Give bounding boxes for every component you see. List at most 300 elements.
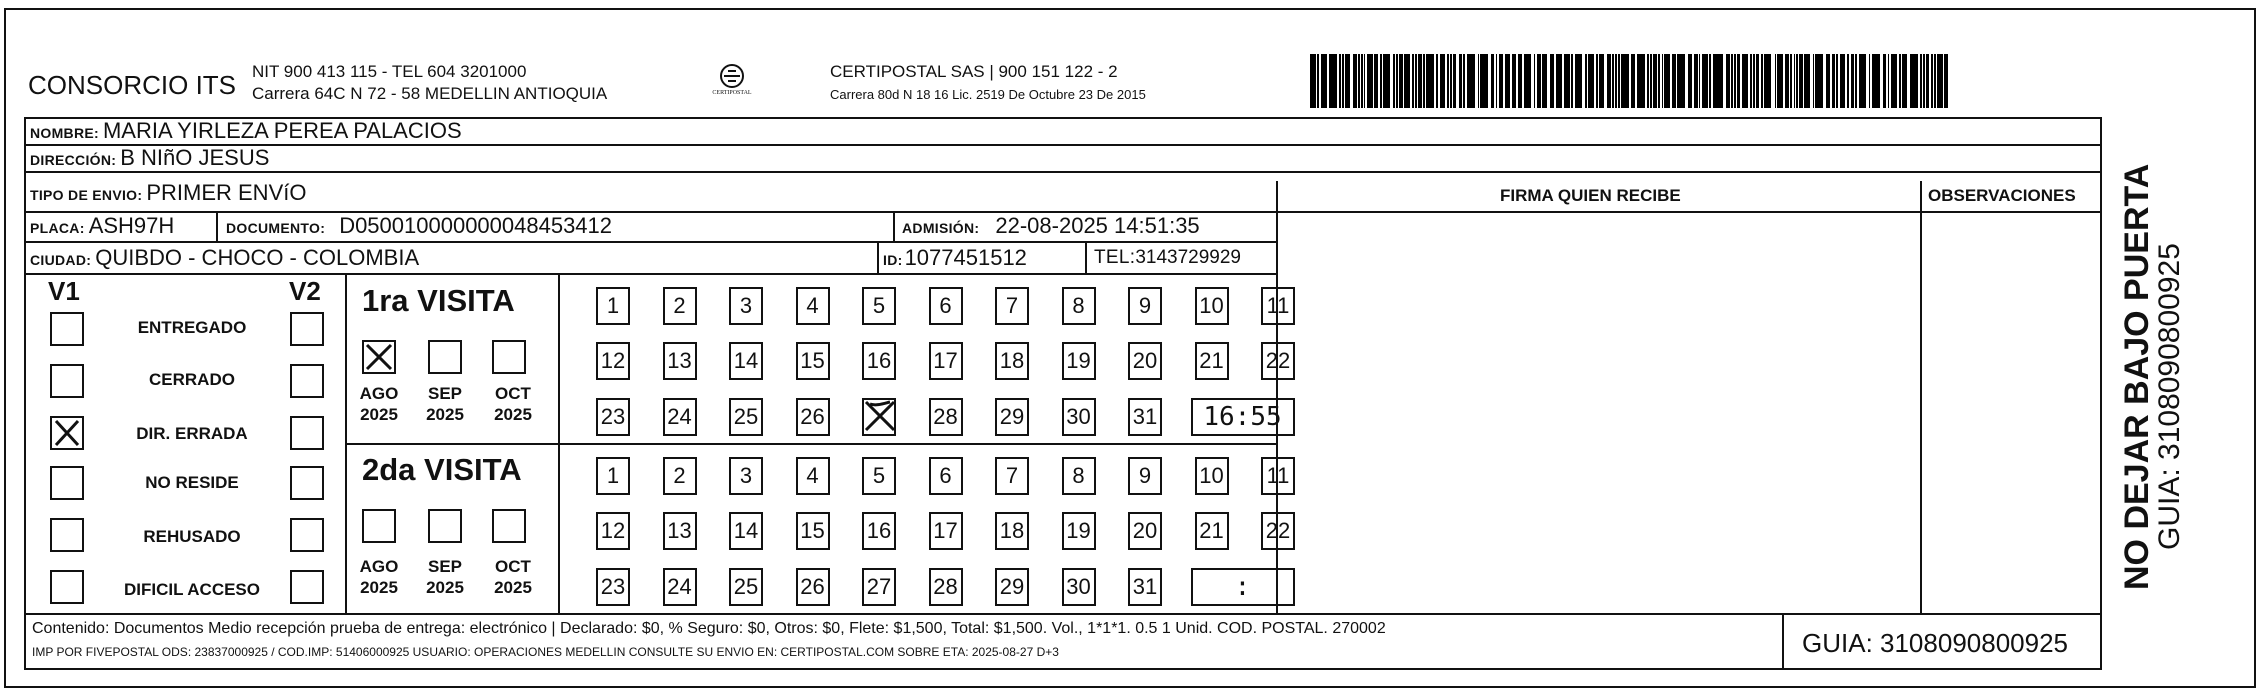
barcode-bar: [1463, 54, 1465, 108]
admision-value: 22-08-2025 14:51:35: [995, 213, 1200, 238]
tipo-value: PRIMER ENVíO: [146, 180, 307, 205]
barcode-bar: [1558, 54, 1562, 108]
id-label: ID:: [883, 252, 903, 268]
grid-line-nombre: [24, 144, 2102, 146]
barcode-bar: [1799, 54, 1803, 108]
barcode-bar: [1491, 54, 1495, 108]
visit2-day-label: 8: [1072, 463, 1085, 488]
visit2-day-23[interactable]: [596, 568, 630, 606]
visit2-day-label: 24: [667, 574, 692, 599]
visit2-day-label: 9: [1138, 463, 1152, 488]
barcode-bar: [1702, 54, 1708, 108]
visit1-month-ago: [354, 383, 404, 425]
visit1-day-label: 8: [1072, 293, 1085, 318]
observaciones-header: OBSERVACIONES: [1928, 186, 2076, 205]
barcode-bar: [1910, 54, 1918, 108]
visit2-day-11[interactable]: [1261, 457, 1295, 495]
visit1-day-label: 16: [866, 348, 892, 373]
visit1-day-label: 1: [606, 293, 620, 318]
visit2-day-9[interactable]: [1128, 457, 1162, 495]
barcode-bar: [1571, 54, 1573, 108]
barcode-bar: [1815, 54, 1823, 108]
visit1-day-16[interactable]: [862, 342, 896, 380]
barcode-bar: [1423, 54, 1425, 108]
visit2-day-20[interactable]: [1128, 512, 1162, 550]
outer-right-border: [2254, 8, 2256, 688]
visit1-day-14[interactable]: [729, 342, 763, 380]
barcode-bar: [1639, 54, 1645, 108]
placa-row: [30, 213, 174, 239]
barcode-bar: [1855, 54, 1857, 108]
v1-checkbox-cerrado[interactable]: [50, 364, 84, 398]
visit2-day-label: 28: [933, 574, 958, 599]
barcode-bar: [1345, 54, 1351, 108]
barcode-bar: [1480, 54, 1488, 108]
visit1-day-21[interactable]: [1195, 342, 1229, 380]
barcode-bar: [1840, 54, 1846, 108]
visit1-month-oct-name: OCT: [495, 384, 531, 403]
barcode-bar: [1869, 54, 1871, 108]
barcode-bar: [1750, 54, 1752, 108]
barcode-bar: [1859, 54, 1867, 108]
footer-content-line: Contenido: Documentos Medio recepción prueba de entrega: electrónico | Declarado: $0, % Seguro: $0, Otros: $0, Flete: $1,500, Total: $1,500. Vol., 1*1*1. 0.5 1 Unid. COD. POSTAL. 270002: [32, 620, 1386, 637]
barcode-bar: [1699, 54, 1701, 108]
visit1-month-oct-checkbox[interactable]: [492, 340, 526, 374]
documento-row: [226, 213, 612, 239]
visit1-day-11[interactable]: [1261, 287, 1295, 325]
visit1-day-13[interactable]: [663, 342, 697, 380]
visit1-month-sep: [420, 383, 470, 425]
visit2-day-24[interactable]: [663, 568, 697, 606]
barcode-bar: [1690, 54, 1692, 108]
visit1-day-30[interactable]: [1062, 398, 1096, 436]
ciudad-row: [30, 245, 419, 271]
visit1-day-7[interactable]: [995, 287, 1029, 325]
visit1-day-10[interactable]: [1195, 287, 1229, 325]
visit2-day-label: 21: [1199, 518, 1224, 543]
barcode-bar: [1672, 54, 1676, 108]
visit2-day-16[interactable]: [862, 512, 896, 550]
barcode-bar: [1440, 54, 1446, 108]
barcode-bar: [1874, 54, 1880, 108]
visit1-day-label: 20: [1132, 348, 1158, 373]
visit1-day-label: 22: [1265, 348, 1291, 373]
nombre-row: [30, 118, 462, 144]
visit2-day-label: 13: [667, 518, 692, 543]
visit2-day-15[interactable]: [796, 512, 830, 550]
visit1-day-label: 25: [733, 404, 759, 429]
visit1-day-1[interactable]: [596, 287, 630, 325]
carrier-line2: Carrera 80d N 18 16 Lic. 2519 De Octubre 23 De 2015: [830, 87, 1146, 102]
visit1-day-8[interactable]: [1062, 287, 1096, 325]
barcode-bar: [1836, 54, 1838, 108]
visit2-day-6[interactable]: [929, 457, 963, 495]
barcode-bar: [1496, 54, 1498, 108]
barcode-bar: [1902, 54, 1908, 108]
barcode-bar: [1944, 54, 1948, 108]
visit2-month-ago-name: AGO: [359, 557, 399, 576]
visit1-day-24[interactable]: [663, 398, 697, 436]
barcode-bar: [1404, 54, 1410, 108]
barcode-bar: [1339, 54, 1341, 108]
barcode-bar: [1396, 54, 1398, 108]
placa-label: PLACA:: [30, 220, 85, 236]
barcode-bar: [1426, 54, 1434, 108]
grid-line-guia-sep: [1782, 613, 1784, 670]
visit2-day-19[interactable]: [1062, 512, 1096, 550]
visit2-day-29[interactable]: [995, 568, 1029, 606]
barcode-bar: [1764, 54, 1772, 108]
visit2-day-25[interactable]: [729, 568, 763, 606]
visit2-time-box[interactable]: [1191, 568, 1295, 606]
barcode-bar: [1317, 54, 1319, 108]
company-name: CONSORCIO ITS: [28, 70, 237, 100]
visit1-day-label: 17: [933, 348, 958, 373]
v2-checkbox-dir-errada[interactable]: [290, 416, 324, 450]
grid-line-direccion: [24, 171, 2102, 173]
visit2-day-label: 3: [739, 463, 753, 488]
barcode-bar: [1585, 54, 1587, 108]
visit1-day-4[interactable]: [796, 287, 830, 325]
visit2-month-ago-checkbox[interactable]: [362, 509, 396, 543]
side-guia: GUIA: 3108090800925: [2153, 243, 2186, 550]
tel-row: [1094, 247, 1241, 269]
visit2-month-oct-year: 2025: [494, 578, 532, 597]
barcode-bar: [1505, 54, 1511, 108]
barcode-bar: [1542, 54, 1548, 108]
visit2-day-22[interactable]: [1261, 512, 1295, 550]
visit2-day-label: 19: [1066, 518, 1091, 543]
v2-label: V2: [289, 276, 321, 306]
visit1-day-28[interactable]: [929, 398, 963, 436]
barcode-bar: [1694, 54, 1698, 108]
visit2-day-5[interactable]: [862, 457, 896, 495]
visit2-day-8[interactable]: [1062, 457, 1096, 495]
visit2-day-label: 14: [733, 518, 759, 543]
nombre-value: MARIA YIRLEZA PEREA PALACIOS: [102, 118, 462, 143]
grid-line-visit-sep: [345, 443, 1278, 445]
barcode-bar: [1920, 54, 1922, 108]
visit1-day-label: 5: [872, 293, 886, 318]
barcode-bar: [1893, 54, 1897, 108]
v1-checkbox-entregado[interactable]: [50, 312, 84, 346]
barcode-bar: [1777, 54, 1783, 108]
visit2-day-label: 18: [999, 518, 1025, 543]
barcode-bar: [1329, 54, 1337, 108]
visit2-day-3[interactable]: [729, 457, 763, 495]
barcode-bar: [1715, 54, 1723, 108]
visit2-day-13[interactable]: [663, 512, 697, 550]
direccion-value: B NIñO JESUS: [120, 145, 270, 170]
visit1-month-sep-year: 2025: [426, 405, 464, 424]
visit1-month-ago-checkbox[interactable]: [362, 340, 396, 374]
side-warning: NO DEJAR BAJO PUERTA: [2118, 163, 2156, 590]
visit1-day-15[interactable]: [796, 342, 830, 380]
v2-checkbox-rehusado[interactable]: [290, 518, 324, 552]
outer-bottom-border: [4, 686, 2256, 688]
id-value: 1077451512: [904, 245, 1027, 270]
visit1-day-31[interactable]: [1128, 398, 1162, 436]
barcode-bar: [1418, 54, 1422, 108]
visit2-day-label: 5: [872, 463, 886, 488]
visit1-time-value: 16:55: [1203, 402, 1282, 432]
grid-line-ciudad: [24, 273, 1278, 275]
barcode-bar: [1847, 54, 1849, 108]
visit2-day-label: 2: [673, 463, 686, 488]
barcode-bar: [1310, 54, 1316, 108]
barcode-bar: [1785, 54, 1789, 108]
barcode-bar: [1353, 54, 1357, 108]
visit2-day-label: 1: [606, 463, 620, 488]
visit1-day-9[interactable]: [1128, 287, 1162, 325]
barcode: [1310, 54, 1950, 108]
visit1-day-label: 4: [806, 293, 819, 318]
barcode-bar: [1650, 54, 1652, 108]
visit2-day-label: 16: [866, 518, 892, 543]
visit1-day-22[interactable]: [1261, 342, 1295, 380]
barcode-bar: [1501, 54, 1503, 108]
visit2-day-label: 12: [600, 518, 626, 543]
visit1-month-ago-year: 2025: [360, 405, 398, 424]
v2-checkbox-dificil-acceso[interactable]: [290, 570, 324, 604]
barcode-bar: [1534, 54, 1536, 108]
footer-imp-line: IMP POR FIVEPOSTAL ODS: 23837000925 / COD.IMP: 51406000925 USUARIO: OPERACIONES MEDELLIN CONSULTE SU ENVIO EN: CERTIPOSTAL.COM SOBRE ETA: 2025-08-27 D+3: [32, 645, 1059, 659]
visit1-day-label: 12: [600, 348, 626, 373]
v1-label: V1: [48, 276, 80, 306]
visit2-day-4[interactable]: [796, 457, 830, 495]
status-entregado: ENTREGADO: [137, 318, 247, 337]
admision-label: ADMISIÓN:: [902, 220, 980, 236]
visit2-day-label: 26: [800, 574, 825, 599]
placa-value: ASH97H: [88, 213, 175, 238]
visit1-title: 1ra VISITA: [362, 283, 515, 318]
visit1-day-2[interactable]: [663, 287, 697, 325]
barcode-bar: [1599, 54, 1605, 108]
visit1-day-label: 11: [1266, 293, 1290, 318]
barcode-bar: [1453, 54, 1457, 108]
barcode-bar: [1937, 54, 1943, 108]
visit2-day-label: 10: [1199, 463, 1224, 488]
barcode-bar: [1358, 54, 1360, 108]
barcode-bar: [1459, 54, 1463, 108]
status-dir-errada: DIR. ERRADA: [136, 424, 248, 443]
visit1-day-29[interactable]: [995, 398, 1029, 436]
v1-checkbox-rehusado[interactable]: [50, 518, 84, 552]
visit1-day-label: 21: [1199, 348, 1224, 373]
visit1-day-label: 19: [1066, 348, 1091, 373]
visit1-month-sep-name: SEP: [427, 384, 463, 403]
barcode-bar: [1934, 54, 1936, 108]
visit2-day-1[interactable]: [596, 457, 630, 495]
grid-line-tel-sep: [1085, 241, 1087, 275]
visit1-day-label: 29: [999, 404, 1025, 429]
check-x-icon: [364, 342, 394, 372]
check-x-icon: [52, 418, 82, 448]
documento-value: D050010000000048453412: [339, 213, 613, 238]
visit2-month-sep-year: 2025: [426, 578, 464, 597]
v2-checkbox-cerrado[interactable]: [290, 364, 324, 398]
status-dificil-acceso: DIFICIL ACCESO: [123, 580, 260, 599]
visit2-day-label: 22: [1265, 518, 1291, 543]
barcode-bar: [1399, 54, 1403, 108]
barcode-bar: [1520, 54, 1522, 108]
visit1-day-20[interactable]: [1128, 342, 1162, 380]
visit1-day-5[interactable]: [862, 287, 896, 325]
barcode-bar: [1512, 54, 1516, 108]
visit2-day-label: 31: [1132, 574, 1158, 599]
grid-line-admision-sep: [893, 211, 895, 243]
barcode-bar: [1742, 54, 1748, 108]
visit1-day-18[interactable]: [995, 342, 1029, 380]
visit1-day-3[interactable]: [729, 287, 763, 325]
check-x-icon: [860, 396, 900, 436]
visit1-day-27[interactable]: [862, 398, 896, 436]
barcode-bar: [1367, 54, 1373, 108]
visit1-day-label: 10: [1199, 293, 1224, 318]
ciudad-value: QUIBDO - CHOCO - COLOMBIA: [95, 245, 420, 270]
barcode-bar: [1612, 54, 1614, 108]
visit1-day-label: 9: [1138, 293, 1152, 318]
visit1-month-oct-year: 2025: [494, 405, 532, 424]
status-cerrado: CERRADO: [149, 370, 235, 389]
visit2-month-sep-checkbox[interactable]: [428, 509, 462, 543]
grid-line-placa: [24, 241, 1278, 243]
barcode-bar: [1575, 54, 1583, 108]
grid-line-table-bottom: [24, 613, 2102, 615]
barcode-bar: [1552, 54, 1554, 108]
barcode-bar: [1731, 54, 1733, 108]
visit2-day-27[interactable]: [862, 568, 896, 606]
visit2-day-17[interactable]: [929, 512, 963, 550]
visit2-day-label: 7: [1005, 463, 1019, 488]
status-rehusado: REHUSADO: [143, 527, 241, 546]
visit1-day-19[interactable]: [1062, 342, 1096, 380]
visit2-day-label: 17: [933, 518, 958, 543]
tel-value: 3143729929: [1135, 247, 1241, 268]
visit2-month-sep: [420, 556, 470, 598]
tel-label: TEL:: [1094, 247, 1136, 268]
barcode-bar: [1564, 54, 1570, 108]
barcode-bar: [1621, 54, 1629, 108]
v1-checkbox-no-reside[interactable]: [50, 466, 84, 500]
barcode-bar: [1323, 54, 1327, 108]
visit2-day-2[interactable]: [663, 457, 697, 495]
barcode-bar: [1664, 54, 1670, 108]
visit1-day-label: 13: [667, 348, 692, 373]
visit2-month-oct-checkbox[interactable]: [492, 509, 526, 543]
barcode-bar: [1888, 54, 1890, 108]
barcode-bar: [1537, 54, 1541, 108]
barcode-bar: [1415, 54, 1417, 108]
barcode-bar: [1590, 54, 1594, 108]
visit1-time-box[interactable]: [1191, 398, 1295, 436]
barcode-bar: [1726, 54, 1730, 108]
barcode-bar: [1832, 54, 1836, 108]
barcode-bar: [1374, 54, 1378, 108]
visit1-month-sep-checkbox[interactable]: [428, 340, 462, 374]
visit2-day-label: 11: [1266, 463, 1290, 488]
barcode-bar: [1469, 54, 1475, 108]
direccion-label: DIRECCIÓN:: [30, 152, 117, 168]
firma-header: FIRMA QUIEN RECIBE: [1500, 186, 1681, 205]
barcode-bar: [1631, 54, 1635, 108]
visit1-day-17[interactable]: [929, 342, 963, 380]
visit2-day-label: 23: [600, 574, 626, 599]
outer-top-border: [4, 8, 2256, 10]
visit1-day-26[interactable]: [796, 398, 830, 436]
barcode-bar: [1883, 54, 1887, 108]
visit2-month-ago: [354, 556, 404, 598]
documento-label: DOCUMENTO:: [226, 220, 326, 236]
visit2-month-oct-name: OCT: [495, 557, 531, 576]
visit2-day-label: 30: [1066, 574, 1091, 599]
v2-checkbox-no-reside[interactable]: [290, 466, 324, 500]
visit1-day-label: 26: [800, 404, 825, 429]
visit2-day-21[interactable]: [1195, 512, 1229, 550]
visit2-month-sep-name: SEP: [427, 557, 463, 576]
visit2-day-28[interactable]: [929, 568, 963, 606]
visit2-month-oct: [488, 556, 538, 598]
visit2-day-label: 4: [806, 463, 819, 488]
barcode-bar: [1383, 54, 1391, 108]
visit1-day-12[interactable]: [596, 342, 630, 380]
direccion-row: [30, 145, 269, 171]
visit2-day-18[interactable]: [995, 512, 1029, 550]
company-line1: NIT 900 413 115 - TEL 604 3201000: [252, 62, 527, 81]
v1-checkbox-dir-errada[interactable]: [50, 416, 84, 450]
visit2-month-ago-year: 2025: [360, 578, 398, 597]
visit2-day-label: 20: [1132, 518, 1158, 543]
barcode-bar: [1926, 54, 1930, 108]
grid-line-placa-sep: [216, 211, 218, 243]
visit2-day-7[interactable]: [995, 457, 1029, 495]
visit2-day-30[interactable]: [1062, 568, 1096, 606]
v1-checkbox-dificil-acceso[interactable]: [50, 570, 84, 604]
barcode-bar: [1804, 54, 1810, 108]
grid-line-obs-left: [1920, 181, 1922, 615]
visit2-day-12[interactable]: [596, 512, 630, 550]
grid-line-id-sep: [877, 241, 879, 275]
visit2-day-14[interactable]: [729, 512, 763, 550]
side-vertical-text: [2118, 150, 2208, 590]
visit1-day-25[interactable]: [729, 398, 763, 436]
tipo-label: TIPO DE ENVIO:: [30, 187, 143, 203]
visit2-time-value: :: [1234, 572, 1251, 602]
footer-guia: GUIA: 3108090800925: [1802, 628, 2068, 658]
v2-checkbox-entregado[interactable]: [290, 312, 324, 346]
visit2-day-31[interactable]: [1128, 568, 1162, 606]
visit1-day-label: 2: [673, 293, 686, 318]
company-line2: Carrera 64C N 72 - 58 MEDELLIN ANTIOQUIA: [252, 84, 608, 103]
barcode-bar: [1364, 54, 1366, 108]
visit2-day-label: 27: [866, 574, 892, 599]
visit1-day-label: 30: [1066, 404, 1091, 429]
visit2-day-26[interactable]: [796, 568, 830, 606]
barcode-bar: [1851, 54, 1855, 108]
visit1-day-6[interactable]: [929, 287, 963, 325]
visit1-day-23[interactable]: [596, 398, 630, 436]
barcode-bar: [1756, 54, 1760, 108]
visit1-day-label: 15: [800, 348, 825, 373]
barcode-bar: [1524, 54, 1532, 108]
barcode-bar: [1737, 54, 1741, 108]
ciudad-label: CIUDAD:: [30, 252, 92, 268]
visit2-day-label: 25: [733, 574, 759, 599]
visit2-day-label: 6: [939, 463, 952, 488]
visit2-day-10[interactable]: [1195, 457, 1229, 495]
visit1-month-ago-name: AGO: [359, 384, 399, 403]
status-no-reside: NO RESIDE: [145, 473, 239, 492]
